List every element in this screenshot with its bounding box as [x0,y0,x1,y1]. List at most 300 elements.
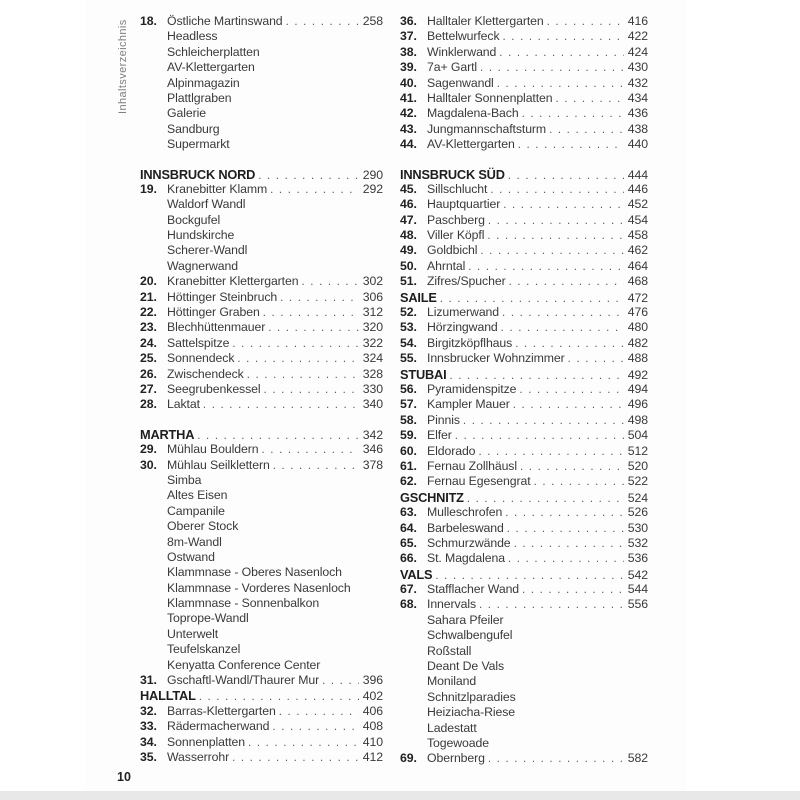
toc-sub-row [140,611,383,626]
section-title: INNSBRUCK SÜD [400,166,505,182]
sub-item-title: Alpinmagazin [167,75,240,90]
item-title: Mühlau Bouldern [167,442,259,457]
toc-sub-row [400,690,648,705]
item-number: 32. [140,703,157,718]
item-page-number: 416 [627,14,648,28]
dot-leader [232,336,358,352]
item-number: 54. [400,335,417,350]
item-page-number: 436 [627,106,648,121]
page-number: 10 [117,770,131,784]
dot-leader [509,274,624,290]
toc-item-row [400,45,648,60]
item-number: 55. [400,351,417,366]
item-page-number: 458 [627,228,648,243]
item-number: 68. [400,597,417,612]
toc-item-row [400,413,648,428]
toc-item-row [140,704,383,719]
sub-item-title: Togewoade [427,735,490,750]
section-page-number: 402 [362,689,383,704]
toc-item-row [140,382,383,397]
toc-sub-row [140,137,383,152]
dot-leader [479,597,624,613]
item-title: Laktat [167,397,200,412]
section-title: STUBAI [400,366,447,382]
toc-item-row [400,444,648,459]
section-gap [140,413,383,427]
toc-sub-row [140,45,383,60]
item-title: AV-Klettergarten [427,137,515,152]
item-number: 39. [400,60,417,75]
toc-item-row [400,243,648,258]
item-title: Hörzingwand [427,320,498,335]
toc-item-row [400,351,648,366]
item-number: 19. [140,181,157,196]
sub-item-title: Supermarkt [167,137,230,152]
item-title: Gschaftl-Wandl/Thaurer Mur [167,673,320,688]
sidebar-vertical-label: Inhaltsverzeichnis [117,19,129,114]
sub-item-title: Waldorf Wandl [167,197,246,212]
dot-leader [549,122,624,138]
item-title: 7a+ Gartl [427,60,478,75]
item-page-number: 302 [362,274,383,289]
toc-item-row [400,182,648,197]
toc-sub-row [140,565,383,580]
item-title: Sonnenplatten [167,734,246,749]
item-number: 44. [400,137,417,152]
sub-item-title: Heiziacha-Riese [427,705,516,720]
toc-item-row [140,320,383,335]
sub-item-title: Hundskirche [167,228,235,243]
item-number: 23. [140,320,157,335]
item-page-number: 468 [627,274,648,289]
item-number: 47. [400,212,417,227]
dot-leader [505,505,624,521]
item-title: Pinnis [427,412,460,427]
item-page-number: 488 [627,351,648,366]
dot-leader [322,673,359,689]
sub-item-title: Toprope-Wandl [167,611,249,626]
sub-item-title: Sandburg [167,121,220,136]
item-number: 27. [140,381,157,396]
sub-item-title: Schleicherplatten [167,44,260,59]
dot-leader [502,305,624,321]
dot-leader [232,750,359,766]
toc-item-row [140,458,383,473]
dot-leader [520,459,624,475]
item-title: Fernau Egesengrat [427,474,531,489]
toc-item-row [140,351,383,366]
item-title: Halltaler Klettergarten [427,14,544,28]
item-page-number: 312 [362,305,383,320]
sub-item-title: Scherer-Wandl [167,243,248,258]
item-page-number: 434 [627,90,648,105]
item-number: 50. [400,258,417,273]
item-number: 36. [400,14,417,28]
item-page-number: 320 [362,320,383,335]
toc-item-row [400,122,648,137]
toc-item-row [400,305,648,320]
item-title: Kranebitter Klettergarten [167,274,299,289]
toc-item-row [400,474,648,489]
item-page-number: 406 [362,703,383,718]
item-title: Innsbrucker Wohnzimmer [427,351,565,366]
item-page-number: 462 [627,243,648,258]
item-number: 29. [140,442,157,457]
toc-section-row [140,167,383,182]
item-number: 53. [400,320,417,335]
item-number: 45. [400,181,417,196]
item-page-number: 330 [362,381,383,396]
item-title: Obernberg [427,751,485,766]
dot-leader [237,351,358,367]
sub-item-title: Ladestatt [427,720,477,735]
item-number: 59. [400,428,417,443]
section-title: GSCHNITZ [400,489,464,505]
item-title: Kranebitter Klamm [167,181,268,196]
item-number: 66. [400,551,417,566]
sub-item-title: Klammnase - Sonnenbalkon [167,596,320,611]
sub-item-title: AV-Klettergarten [167,60,255,75]
item-title: Hauptquartier [427,197,501,212]
toc-sub-row [140,197,383,212]
item-title: Sonnendeck [167,351,235,366]
section-title: INNSBRUCK NORD [140,166,256,182]
item-number: 63. [400,505,417,520]
toc-item-row [400,137,648,152]
dot-leader [487,228,623,244]
section-title: VALS [400,566,433,582]
item-page-number: 430 [627,60,648,75]
dot-leader [247,367,359,383]
dot-leader [272,719,358,735]
sub-item-title: Galerie [167,106,206,121]
item-number: 18. [140,14,157,28]
sub-item-title: Headless [167,29,218,44]
toc-item-row [400,274,648,289]
item-title: Seegrubenkessel [167,381,261,396]
item-number: 24. [140,335,157,350]
section-page-number: 542 [627,567,648,582]
item-number: 41. [400,90,417,105]
dot-leader [522,106,624,122]
item-number: 43. [400,121,417,136]
dot-leader [455,428,624,444]
item-page-number: 396 [362,673,383,688]
item-title: Zwischendeck [167,366,244,381]
dot-leader [263,305,359,321]
dot-leader [508,551,624,567]
dot-leader [264,382,359,398]
toc-item-row [400,14,648,29]
dot-leader [522,582,624,598]
item-page-number: 452 [627,197,648,212]
section-page-number: 472 [627,290,648,305]
dot-leader [534,474,624,490]
item-title: Pyramidenspitze [427,381,517,396]
item-title: Mühlau Seilklettern [167,457,270,472]
item-number: 37. [400,29,417,44]
toc-item-row [400,106,648,121]
sub-item-title: Plattlgraben [167,90,232,105]
toc-sub-row [140,91,383,106]
section-title: MARTHA [140,426,195,442]
section-page-number: 524 [627,490,648,505]
item-title: Sattelspitze [167,335,230,350]
item-title: Kampler Mauer [427,397,510,412]
item-title: Viller Köpfl [427,228,485,243]
item-page-number: 440 [627,137,648,152]
toc-item-row [140,367,383,382]
item-page-number: 346 [362,442,383,457]
toc-item-row [140,336,383,351]
toc-sub-row [400,659,648,674]
item-page-number: 496 [627,397,648,412]
item-number: 35. [140,749,157,764]
dot-leader [488,751,624,767]
toc-sub-row [400,644,648,659]
sub-item-title: Altes Eisen [167,488,228,503]
sub-item-title: Simba [167,472,202,487]
item-title: Halltaler Sonnenplatten [427,90,553,105]
dot-leader [556,91,624,107]
dot-leader [468,259,624,275]
item-page-number: 520 [627,458,648,473]
item-page-number: 522 [627,474,648,489]
item-page-number: 324 [362,351,383,366]
dot-leader [513,397,624,413]
item-title: Wasserrohr [167,749,230,764]
dot-leader [503,197,624,213]
dot-leader [203,397,359,413]
item-number: 67. [400,582,417,597]
item-title: Schmurzwände [427,535,511,550]
toc-section-row [400,290,648,305]
toc-section-row [400,367,648,382]
item-page-number: 422 [627,29,648,44]
toc-sub-row [140,122,383,137]
item-page-number: 464 [627,258,648,273]
item-page-number: 498 [627,412,648,427]
toc-sub-row [140,581,383,596]
toc-sub-row [400,721,648,736]
toc-sub-row [140,596,383,611]
toc-sub-row [140,76,383,91]
sub-item-title: Oberer Stock [167,519,239,534]
toc-sub-row [140,504,383,519]
dot-leader [463,413,624,429]
dot-leader [279,704,359,720]
toc-sub-row [140,550,383,565]
item-title: Fernau Zollhäusl [427,458,517,473]
item-title: Elfer [427,428,452,443]
toc-item-row [400,536,648,551]
item-page-number: 258 [362,14,383,28]
item-title: Winklerwand [427,44,497,59]
item-number: 69. [400,751,417,766]
item-page-number: 532 [627,535,648,550]
dot-leader [488,213,624,229]
item-page-number: 438 [627,121,648,136]
toc-sub-row [140,658,383,673]
toc-item-row [400,551,648,566]
sub-item-title: Schwalbengufel [427,628,513,643]
item-title: Birgitzköpflhaus [427,335,513,350]
toc-sub-row [140,488,383,503]
dot-leader [301,274,358,290]
toc-item-row [400,521,648,536]
item-title: Sagenwandl [427,75,494,90]
sub-item-title: Teufelskanzel [167,642,241,657]
item-title: Paschberg [427,212,485,227]
sub-item-title: Moniland [427,674,477,689]
item-page-number: 536 [627,551,648,566]
item-title: Eldorado [427,443,476,458]
item-number: 58. [400,412,417,427]
item-number: 42. [400,106,417,121]
item-number: 28. [140,397,157,412]
toc-item-row [140,397,383,412]
dot-leader [568,351,624,367]
sub-item-title: Kenyatta Conference Center [167,657,321,672]
toc-item-row [140,182,383,197]
item-page-number: 544 [627,582,648,597]
sub-item-title: Unterwelt [167,626,219,641]
toc-item-row [400,320,648,335]
item-title: Sillschlucht [427,181,488,196]
toc-column-left [140,14,383,765]
item-number: 26. [140,366,157,381]
toc-item-row [140,735,383,750]
dot-leader [268,320,359,336]
toc-item-row [400,259,648,274]
toc-item-row [400,197,648,212]
item-page-number: 292 [362,181,383,196]
item-number: 52. [400,305,417,320]
item-number: 20. [140,274,157,289]
item-title: Rädermacherwand [167,719,270,734]
sub-item-title: Klammnase - Vorderes Nasenloch [167,580,351,595]
toc-item-row [140,673,383,688]
toc-sub-row [140,106,383,121]
item-number: 65. [400,535,417,550]
item-title: Goldbichl [427,243,478,258]
item-page-number: 424 [627,44,648,59]
dot-leader [248,735,359,751]
toc-section-row [400,167,648,182]
toc-item-row [140,14,383,29]
item-title: Höttinger Graben [167,305,260,320]
item-title: Magdalena-Bach [427,106,519,121]
item-title: Barbeleswand [427,520,504,535]
toc-sub-row [140,473,383,488]
toc-section-row [400,567,648,582]
dot-leader [507,521,624,537]
toc-sub-row [140,627,383,642]
item-page-number: 408 [362,719,383,734]
item-page-number: 410 [362,734,383,749]
dot-leader [503,29,624,45]
item-page-number: 494 [627,381,648,396]
item-number: 21. [140,289,157,304]
item-title: St. Magdalena [427,551,505,566]
toc-item-row [400,751,648,766]
item-title: Blechhüttenmauer [167,320,266,335]
item-title: Jungmannschaftsturm [427,121,547,136]
toc-item-row [140,719,383,734]
section-page-number: 492 [627,367,648,382]
toc-section-row [400,490,648,505]
item-number: 40. [400,75,417,90]
item-page-number: 322 [362,335,383,350]
sub-item-title: Roßstall [427,643,472,658]
dot-leader [501,320,624,336]
dot-leader [273,458,359,474]
dot-leader [280,290,359,306]
item-title: Stafflacher Wand [427,582,520,597]
section-page-number: 342 [362,427,383,442]
item-title: Barras-Klettergarten [167,703,276,718]
item-number: 51. [400,274,417,289]
item-page-number: 476 [627,305,648,320]
toc-item-row [400,213,648,228]
item-page-number: 556 [627,597,648,612]
dot-leader [497,76,624,92]
toc-sub-row [400,628,648,643]
item-page-number: 340 [362,397,383,412]
dot-leader [490,182,623,198]
toc-sub-row [400,736,648,751]
item-page-number: 480 [627,320,648,335]
toc-item-row [140,305,383,320]
item-title: Zifres/Spucher [427,274,506,289]
item-page-number: 482 [627,335,648,350]
toc-sub-row [140,535,383,550]
item-title: Ahrntal [427,258,466,273]
item-page-number: 412 [362,749,383,764]
item-number: 46. [400,197,417,212]
item-title: Östliche Martinswand [167,14,283,28]
toc-sub-row [400,705,648,720]
item-number: 49. [400,243,417,258]
toc-sub-row [140,259,383,274]
item-page-number: 328 [362,366,383,381]
toc-item-row [400,397,648,412]
item-title: Bettelwurfeck [427,29,500,44]
dot-leader [261,442,358,458]
toc-item-row [400,91,648,106]
item-number: 57. [400,397,417,412]
sub-item-title: Sahara Pfeiler [427,612,504,627]
toc-item-row [400,228,648,243]
toc-item-row [400,60,648,75]
section-title: SAILE [400,289,437,305]
toc-item-row [400,597,648,612]
toc-item-row [400,428,648,443]
dot-leader [480,60,624,76]
sub-item-title: Ostwand [167,549,215,564]
toc-item-row [400,382,648,397]
item-title: Innervals [427,597,476,612]
toc-item-row [140,442,383,457]
toc-section-row [140,427,383,442]
toc-section-row [140,688,383,703]
dot-leader [499,45,623,61]
toc-sub-row [140,228,383,243]
toc-item-row [400,76,648,91]
toc-sub-row [140,29,383,44]
item-page-number: 454 [627,212,648,227]
page-bottom-edge [0,791,800,800]
